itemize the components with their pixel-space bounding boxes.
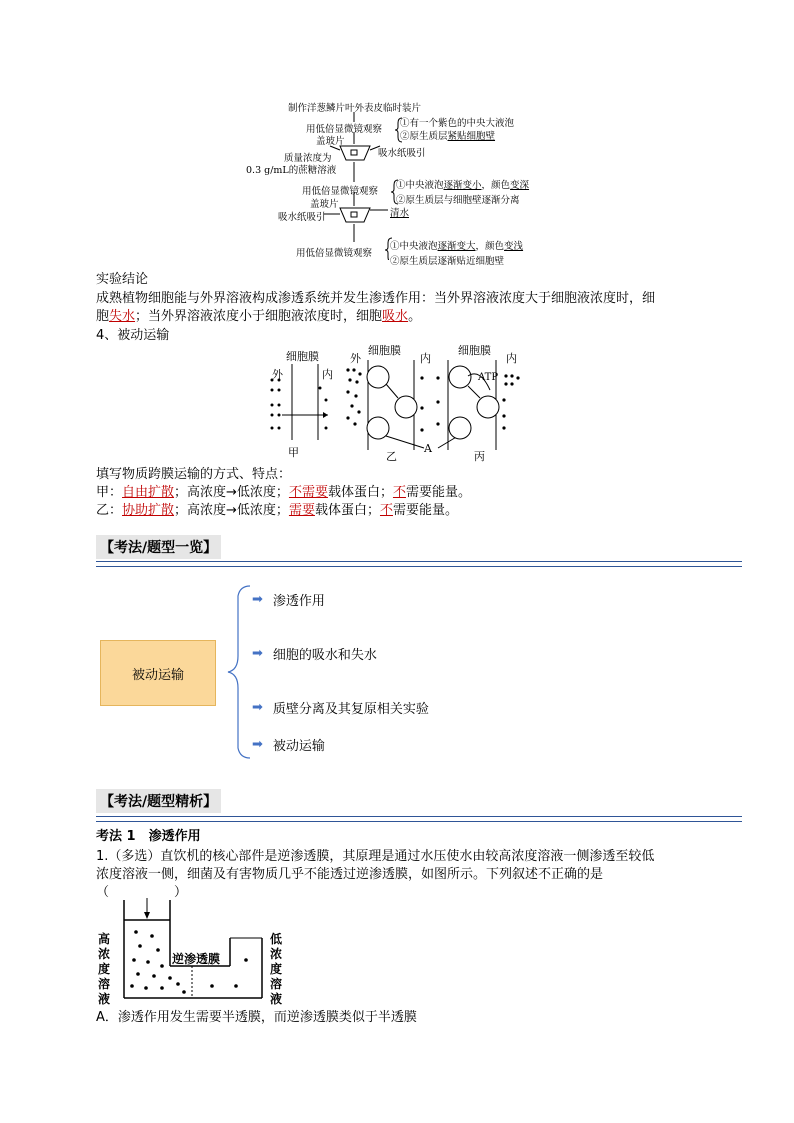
- yi-caption: 乙: [386, 450, 397, 463]
- question-1-line-1: 1.（多选）直饮机的核心部件是逆渗透膜，其原理是通过水压使水由较高浓度溶液一侧渗透至较低: [96, 849, 655, 864]
- flow-observe-2-result-2: ②原生质层与细胞壁逐渐分离: [396, 195, 520, 206]
- yi-outside-label: 外: [350, 352, 361, 365]
- flow-observe-1-result-1: ①有一个紫色的中央大液泡: [400, 118, 515, 129]
- bing-inside-label: 内: [506, 352, 517, 365]
- passive-transport-heading: 4、被动运输: [96, 328, 170, 343]
- carrier-a-label: A: [424, 442, 432, 455]
- fill-in-jia: 甲：自由扩散；高浓度→低浓度；不需要载体蛋白；不需要能量。: [96, 485, 471, 500]
- arrow-right-icon: ➡: [252, 700, 263, 715]
- flow-step-prepare: 制作洋葱鳞片叶外表皮临时装片: [288, 103, 422, 114]
- overview-mindmap: [96, 580, 746, 770]
- flow-observe-1-result-2: ②原生质层紧贴细胞壁: [400, 131, 496, 142]
- conclusion-line-1: 成熟植物细胞能与外界溶液构成渗透系统并发生渗透作用：当外界溶液浓度大于细胞液浓度时，细: [96, 291, 656, 306]
- overview-section-tag: 【考法/题型一览】: [96, 535, 221, 559]
- arrow-right-icon: ➡: [252, 646, 263, 661]
- flow-observe-3: 用低倍显微镜观察: [296, 248, 373, 259]
- flow-observe-1: 用低倍显微镜观察: [306, 124, 383, 135]
- flow-coverslip-1: 盖玻片: [316, 136, 345, 147]
- high-concentration-label: 高浓度溶液: [98, 932, 111, 1006]
- bing-membrane-label: 细胞膜: [458, 344, 491, 357]
- option-a: A．渗透作用发生需要半透膜，而逆渗透膜类似于半透膜: [96, 1010, 417, 1025]
- mindmap-center-box: 被动运输: [100, 640, 216, 706]
- conclusion-heading: 实验结论: [96, 272, 149, 287]
- question-1-line-2: 浓度溶液一侧，细菌及有害物质几乎不能透过逆渗透膜，如图所示。下列叙述不正确的是: [96, 867, 604, 882]
- fill-in-intro: 填写物质跨膜运输的方式、特点：: [96, 467, 292, 482]
- passive-transport-diagram: [262, 340, 542, 463]
- method-title: 考法 1 渗透作用: [96, 829, 201, 844]
- flow-observe-3-result-1: ①中央液泡逐渐变大，颜色变浅: [390, 241, 524, 252]
- yi-inside-label: 内: [420, 352, 431, 365]
- flow-observe-2: 用低倍显微镜观察: [302, 186, 379, 197]
- flow-observe-3-result-2: ②原生质层逐渐贴近细胞壁: [390, 256, 505, 267]
- flow-sucrose-label-b: 0.3 g/mL的蔗糖溶液: [246, 165, 337, 176]
- mindmap-item-passive: ➡ 被动运输: [252, 737, 325, 754]
- flow-sucrose-label-a: 质量浓度为: [284, 153, 332, 164]
- analysis-divider: [96, 816, 742, 822]
- jia-outside-label: 外: [272, 368, 283, 381]
- fill-in-yi: 乙：协助扩散；高浓度→低浓度；需要载体蛋白；不需要能量。: [96, 503, 458, 518]
- bing-caption: 丙: [474, 450, 485, 463]
- flow-water: 清水: [390, 208, 410, 219]
- flow-observe-2-result-1: ①中央液泡逐渐变小，颜色变深: [396, 180, 530, 191]
- jia-caption: 甲: [288, 446, 299, 459]
- reverse-osmosis-membrane-label: 逆渗透膜: [172, 952, 221, 966]
- flow-blot-2: 吸水纸吸引: [278, 212, 326, 223]
- mindmap-item-cell-water: ➡ 细胞的吸水和失水: [252, 646, 377, 663]
- conclusion-line-2: 胞失水；当外界溶液浓度小于细胞液浓度时，细胞吸水。: [96, 309, 422, 324]
- flow-blot-1: 吸水纸吸引: [378, 148, 426, 159]
- arrow-right-icon: ➡: [252, 737, 263, 752]
- analysis-section-tag: 【考法/题型精析】: [96, 789, 221, 813]
- mindmap-item-osmosis: ➡ 渗透作用: [252, 592, 325, 609]
- overview-divider: [96, 561, 742, 567]
- yi-membrane-label: 细胞膜: [368, 344, 401, 357]
- reverse-osmosis-figure: [96, 896, 296, 1004]
- question-1-answer-blank: （ ）: [96, 885, 188, 900]
- jia-inside-label: 内: [322, 368, 333, 381]
- jia-membrane-label: 细胞膜: [286, 350, 319, 363]
- flow-coverslip-2: 盖玻片: [310, 199, 339, 210]
- atp-label: ATP: [478, 372, 499, 383]
- mindmap-item-plasmolysis: ➡ 质壁分离及其复原相关实验: [252, 700, 429, 717]
- mindmap-brace: [214, 580, 254, 770]
- arrow-right-icon: ➡: [252, 592, 263, 607]
- low-concentration-label: 低浓度溶液: [270, 932, 283, 1006]
